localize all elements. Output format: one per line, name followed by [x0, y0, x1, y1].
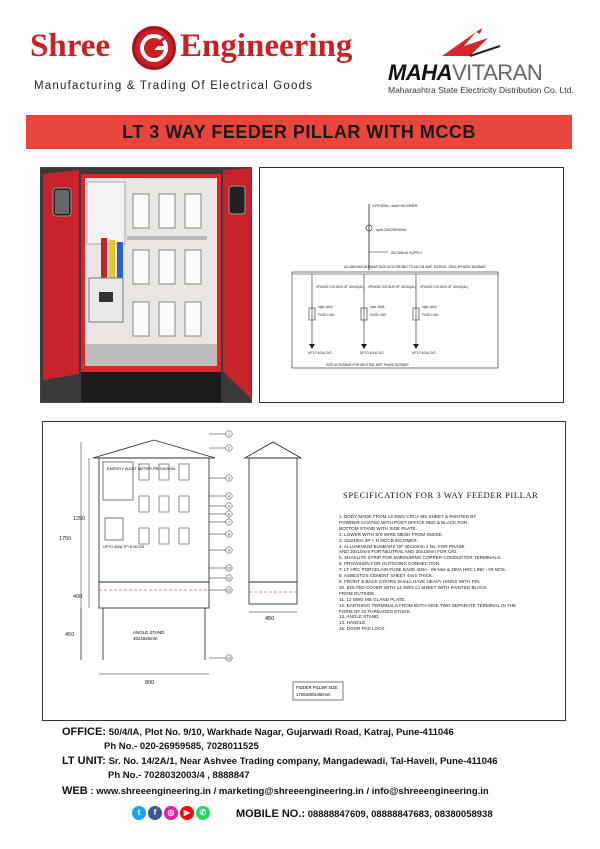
callout-number: 2: [227, 445, 231, 451]
spec-item: 11. 12 SWG MS GLAND PLATE.: [339, 596, 406, 602]
mahavitaran-logo-icon: [436, 26, 506, 58]
company-name-word2: Engineering: [180, 28, 353, 64]
stand-size: 40x40x5mm: [133, 636, 158, 641]
spec-item: BOTTOM STAND WITH SIDE PLATE.: [339, 525, 417, 531]
company-name-word1: Shree: [30, 28, 111, 64]
callout-number: 9: [227, 547, 231, 553]
partner-name: [388, 60, 542, 86]
partner-subtitle: Maharashtra State Electricity Distribution Co. Ltd.: [388, 85, 574, 95]
sld-feeder-fuse-2: FUSE LINK: [370, 313, 387, 317]
web-line: [62, 785, 489, 797]
spec-item: POWDER COATED WITH POST OFFICE RED & BLACK FOR: [339, 519, 468, 525]
spec-item: 2. LOWER WITH S/S WIRE MESH FROM INSIDE.: [339, 531, 444, 537]
partner-logo: [388, 26, 574, 96]
sld-outgoing-3: UPTO 400A O/G: [412, 351, 436, 355]
office-phone: [104, 741, 259, 752]
size-value: 1750x800x450mm: [296, 692, 331, 697]
sld-feeder-rating-3: upto 400A: [422, 305, 437, 309]
company-brand: [30, 22, 370, 92]
company-logo-icon: [132, 26, 176, 70]
unit-value: Sr. No. 14/2A/1, Near Ashvee Trading company, Mangadewadi, Tal-Haveli, Pune-411046: [108, 756, 498, 767]
web-value[interactable]: : www.shreeengineering.in / marketing@shreeengineering.in / info@shreeengineering.in: [90, 786, 489, 797]
callout-number: 8: [227, 531, 231, 537]
partner-name-a: MAHA: [388, 60, 452, 85]
mobile-value: 08888847609, 08888847683, 08380058938: [307, 809, 493, 820]
sld-outgoing-2: UPTO 400A O/G: [360, 351, 384, 355]
mccb-label: UPTO 400A TP+N MCCB: [103, 545, 144, 549]
callout-number: 12: [226, 587, 232, 593]
spec-title: SPECIFICATION FOR 3 WAY FEEDER PILLAR: [343, 490, 539, 500]
spec-item: 15. DOOR PAD LOCK: [339, 626, 385, 632]
callout-number: 11: [226, 575, 232, 581]
unit-address: [62, 755, 498, 767]
sld-feeder-rating-2: upto 400A: [370, 305, 385, 309]
page-title: LT 3 WAY FEEDER PILLAR WITH MCCB: [122, 121, 476, 142]
sld-feeder-rating-1: upto 400A: [318, 305, 333, 309]
stand-label: ANGLE STAND: [133, 630, 165, 635]
spec-item: 4. ALLUMINIUM BUSBARS OF 40x10mm 1 No. FOR PHASE: [339, 543, 465, 549]
dim-base: 400: [73, 594, 83, 600]
size-title: FIDDER PILLER SIZE: [296, 685, 338, 690]
spec-item: 10. BOLTED COVER WITH 14 SWG CI SHEET WITH PAINTED BLACK: [339, 584, 487, 590]
partner-name-b: VITARAN: [452, 60, 543, 85]
mobile-numbers: [236, 808, 493, 820]
product-photo: [40, 167, 252, 403]
dim-depth: 450: [265, 616, 275, 622]
office-value: 50/4/IA, Plot No. 9/10, Warkhade Nagar, Gujarwadi Road, Katraj, Pune-411046: [108, 727, 454, 738]
sld-feeder-head-3: 3PHASE O/G BUS OF 30X10(AL): [420, 285, 469, 289]
dim-width: 800: [145, 680, 155, 686]
spec-item: FROM OUTSIDE.: [339, 590, 376, 596]
dim-total: 1750: [59, 536, 72, 542]
mobile-label: MOBILE NO.:: [236, 808, 306, 820]
spec-item: 5. SHAKLITE STRIP FOR SHROUDING COPPER CONDUCTER TERMINALS.: [339, 555, 502, 561]
callout-number: 6: [227, 511, 231, 517]
spec-item: 6. PROVISION FOR OUTGOING CONNECTION.: [339, 561, 441, 567]
title-banner: [26, 115, 572, 149]
youtube-icon[interactable]: ▶: [180, 806, 194, 820]
spec-item: 1. BODY MADE FROM 14 SWG CRCA MS SHEET & PAINTED BY: [339, 514, 477, 519]
sld-feeder-head-1: 3PHASE O/G BUS OF 30X10(AL): [316, 285, 365, 289]
spec-item: 14. HANDLE: [339, 620, 366, 626]
sld-busbar: ALUMINIUM BUSBAR SIZE ACCORDING TO MCCB AMP. RATING, 25KA 3PHASE BUSBAR: [344, 265, 486, 269]
callout-number: 4: [227, 493, 231, 499]
dim-body: 1250: [73, 516, 86, 522]
callout-number: 1: [227, 431, 231, 437]
spec-item: 9. FRONT & BACK DOORS SHALL HAVE HEAVY HINGS WITH PIN.: [339, 578, 481, 584]
sld-feeder-head-2: 3PHASE O/G BUS OF 30X10(AL): [368, 285, 417, 289]
spec-list: [339, 514, 564, 632]
facebook-icon[interactable]: f: [148, 806, 162, 820]
unit-phone: [108, 770, 250, 781]
spec-item: 12. EARTHING TERMINALS FROM BOTH SIDE TWO SEPARATE TERMINAL IN THE: [339, 602, 517, 608]
callout-number: 5: [227, 503, 231, 509]
office-label: OFFICE:: [62, 726, 106, 738]
callout-number: 13: [226, 655, 232, 661]
sld-incomer-rating: upto 200/250/400A: [376, 228, 407, 232]
spec-item: 8. ASBESTOS CEMENT SHEET 4mm THICK.: [339, 573, 434, 579]
single-line-diagram: [259, 167, 564, 403]
sld-incomer: 3-Ph.50Hz, 4wire INCOMER: [372, 204, 418, 208]
dim-leg: 450: [65, 632, 75, 638]
sld-neutral: SIZE AL BUSBAR FOR NEUTRAL WRT PHASE BUSBAR: [326, 363, 409, 367]
meter-box-label: ENERGY AUDIT METER PROVISION: [107, 466, 176, 471]
callout-number: 10: [226, 565, 232, 571]
spec-item: 7. LT HRC PORCELAIN FUSE BASE 400A - 09 Nos & 250A HRC LINK - 09 NOS.: [339, 567, 507, 573]
spec-item: FORM OF GI THREADED STUDS.: [339, 608, 411, 614]
company-tagline: Manufacturing & Trading Of Electrical Goods: [34, 80, 314, 92]
sld-feeder-fuse-1: FUSE LINK: [318, 313, 335, 317]
callout-number: 7: [227, 519, 231, 525]
spec-item: 13. ANGLE STAND.: [339, 614, 380, 620]
engineering-drawing: [42, 421, 566, 721]
spec-item: AND 30x10mm FOR NEUTRAL AND 30x10mm FOR O/G.: [339, 549, 458, 555]
web-label: WEB: [62, 785, 88, 797]
unit-label: LT UNIT:: [62, 755, 106, 767]
sld-incoming-supply: INCOMING SUPPLY: [391, 251, 423, 255]
sld-feeder-fuse-3: FUSE LINK: [422, 313, 439, 317]
whatsapp-icon[interactable]: ✆: [196, 806, 210, 820]
unit-phone-value: Ph No.- 7028032003/4 , 8888847: [108, 770, 250, 781]
social-icons: [132, 806, 210, 822]
instagram-icon[interactable]: ◎: [164, 806, 178, 820]
office-address: [62, 726, 454, 738]
sld-outgoing-1: UPTO 400A O/G: [308, 351, 332, 355]
callout-number: 3: [227, 475, 231, 481]
spec-item: 3. 315/400A 3P + N MCCB INCOMER.: [339, 537, 418, 543]
twitter-icon[interactable]: t: [132, 806, 146, 820]
office-phone-value: Ph No.- 020-26959585, 7028011525: [104, 741, 259, 752]
